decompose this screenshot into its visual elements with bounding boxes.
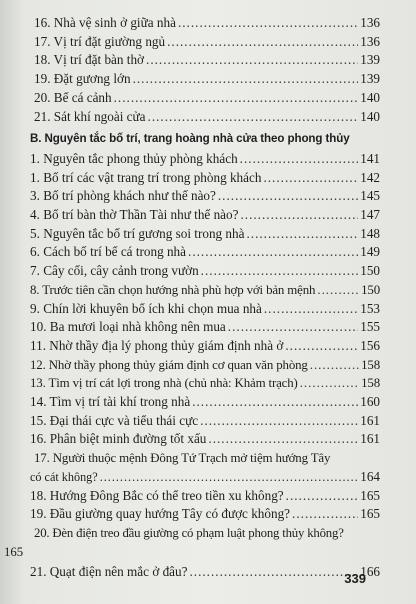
toc-leader-dots	[218, 187, 358, 206]
toc-entry-title: 20. Bể cá cảnh	[34, 89, 112, 105]
toc-entry	[30, 374, 380, 393]
toc-entry	[30, 169, 380, 188]
toc-leader-dots	[201, 262, 359, 281]
toc-entry-title: 16. Nhà vệ sinh ở giữa nhà	[34, 15, 176, 30]
toc-leader-dots	[208, 430, 358, 449]
table-of-contents	[4, 14, 380, 582]
toc-entry	[30, 356, 380, 375]
toc-entry	[30, 70, 380, 89]
toc-leader-dots	[146, 51, 358, 70]
toc-entry-title: 19. Đặt gương lớn	[34, 71, 131, 87]
toc-entry	[30, 281, 380, 300]
toc-leader-dots	[317, 281, 359, 300]
toc-entry	[30, 14, 380, 33]
toc-entry-page: 165	[360, 506, 380, 522]
toc-leader-dots	[246, 225, 358, 244]
toc-entry-wrapped-line1: 20. Đèn điện treo đầu giường có phạm luật phong thủy không?	[34, 525, 344, 540]
toc-entry-page: 156	[360, 337, 380, 353]
toc-entry	[30, 487, 380, 506]
toc-leader-dots	[178, 14, 358, 33]
toc-entry	[30, 300, 380, 319]
toc-entry-page: 160	[360, 394, 380, 410]
toc-entry-page: 164	[360, 468, 380, 484]
toc-leader-dots	[300, 374, 359, 393]
toc-entry	[30, 262, 380, 281]
toc-entry	[30, 505, 380, 524]
toc-entry	[30, 51, 380, 70]
toc-leader-dots	[100, 468, 359, 487]
toc-entry-title: 15. Đại thái cực và tiểu thái cực	[30, 412, 199, 428]
page-number: 339	[344, 571, 366, 586]
toc-leader-dots	[200, 412, 358, 431]
toc-entry-page: 148	[360, 225, 380, 241]
toc-entry	[30, 206, 380, 225]
toc-entry-page: 161	[360, 412, 380, 428]
toc-leader-dots	[240, 206, 358, 225]
toc-entry-page: 150	[360, 263, 380, 279]
toc-entry	[30, 563, 380, 582]
toc-leader-dots	[310, 356, 359, 375]
toc-entry-title: 10. Ba mươi loại nhà không nên mua	[30, 319, 226, 335]
toc-entry-title: 11. Nhờ thầy địa lý phong thủy giám định nhà ở	[30, 337, 284, 353]
toc-leader-dots	[263, 169, 358, 188]
toc-entry-wrapped-line1: 17. Người thuộc mệnh Đông Tứ Trạch mở tiệm hướng Tây	[34, 451, 331, 466]
toc-entry-page: 153	[360, 300, 380, 316]
toc-entry	[30, 33, 380, 52]
toc-entry-wrapped-line2	[30, 468, 380, 487]
toc-leader-dots	[148, 108, 359, 127]
toc-entry-title: 1. Bố trí các vật trang trí trong phòng khách	[30, 169, 262, 185]
toc-entry	[30, 108, 380, 127]
toc-entry-title: 14. Tìm vị trí tài khí trong nhà	[30, 394, 191, 410]
toc-entry-title: 17. Vị trí đặt giường ngủ	[34, 33, 166, 49]
toc-entry	[30, 337, 380, 356]
toc-leader-dots	[188, 243, 358, 262]
toc-entry-page: 149	[360, 244, 380, 260]
toc-entry-page: 139	[360, 71, 380, 87]
toc-leader-dots	[285, 337, 358, 356]
toc-leader-dots	[192, 393, 358, 412]
toc-entry-page: 155	[360, 319, 380, 335]
toc-entry-title: có cát không?	[30, 469, 98, 484]
toc-entry	[30, 150, 380, 169]
toc-entry-title: 16. Phân biệt minh đường tốt xấu	[30, 431, 207, 447]
toc-entry-page: 158	[361, 376, 380, 391]
toc-leader-dots	[133, 70, 359, 89]
toc-entry-title: 4. Bố trí bàn thờ Thần Tài như thế nào?	[30, 207, 239, 223]
toc-entry-title: 5. Nguyên tắc bố trí gương soi trong nhà	[30, 225, 245, 241]
toc-entry-title: 18. Hướng Đông Bắc có thể treo tiền xu không?	[30, 487, 284, 503]
toc-leader-dots	[228, 318, 358, 337]
toc-entry-title: 1. Nguyên tắc phong thủy phòng khách	[30, 150, 238, 166]
toc-entry-title: 3. Bố trí phòng khách như thế nào?	[30, 188, 216, 204]
toc-leader-dots	[167, 33, 358, 52]
toc-entry	[30, 430, 380, 449]
toc-entry-page: 158	[361, 357, 380, 372]
toc-entry-page: 147	[360, 207, 380, 223]
toc-entry-page: 136	[360, 15, 380, 30]
toc-entry-title: 21. Quạt điện nên mắc ở đâu?	[30, 564, 188, 580]
toc-entry-page: 145	[360, 188, 380, 204]
toc-entry	[30, 318, 380, 337]
toc-entry-title: 18. Vị trí đặt bàn thờ	[34, 52, 145, 68]
toc-leader-dots	[292, 505, 358, 524]
section-heading: B. Nguyên tắc bố trí, trang hoàng nhà cửa theo phong thủy	[30, 132, 350, 146]
toc-entry-page: 140	[360, 108, 380, 124]
toc-leader-dots	[114, 89, 359, 108]
toc-entry-page: 141	[360, 150, 380, 166]
toc-entry	[30, 89, 380, 108]
toc-leader-dots	[264, 300, 358, 319]
toc-leader-dots	[189, 563, 358, 582]
toc-entry-page: 161	[360, 431, 380, 447]
toc-entry-title: 12. Nhờ thầy phong thủy giám định cơ quan văn phòng	[30, 357, 308, 372]
toc-entry-title: 7. Cây cối, cây cảnh trong vườn	[30, 263, 199, 279]
toc-entry-page: 142	[360, 169, 380, 185]
toc-entry	[30, 187, 380, 206]
toc-entry	[30, 225, 380, 244]
toc-entry-title: 8. Trước tiên cần chọn hướng nhà phù hợp với bản mệnh	[30, 282, 316, 297]
toc-leader-dots	[240, 150, 359, 169]
toc-entry-title: 6. Cách bố trí bể cá trong nhà	[30, 244, 187, 260]
toc-entry-page: 165	[4, 544, 24, 559]
toc-entry-title: 9. Chín lời khuyên bổ ích khi chọn mua nhà	[30, 300, 262, 316]
toc-entry	[30, 393, 380, 412]
toc-entry-title: 21. Sát khí ngoài cửa	[34, 108, 146, 124]
toc-leader-dots	[286, 487, 359, 506]
toc-entry-page: 140	[360, 89, 380, 105]
toc-entry	[30, 243, 380, 262]
toc-entry-page: 166	[360, 564, 380, 580]
toc-entry-page: 150	[361, 282, 380, 297]
toc-entry-page: 136	[360, 33, 380, 49]
toc-entry	[30, 412, 380, 431]
toc-entry-page: 139	[360, 52, 380, 68]
toc-entry-title: 19. Đầu giường quay hướng Tây có được không?	[30, 506, 291, 522]
toc-entry-page: 165	[360, 487, 380, 503]
toc-entry-title: 13. Tìm vị trí cát lợi trong nhà (chủ nhà: Khảm trạch)	[30, 376, 298, 391]
